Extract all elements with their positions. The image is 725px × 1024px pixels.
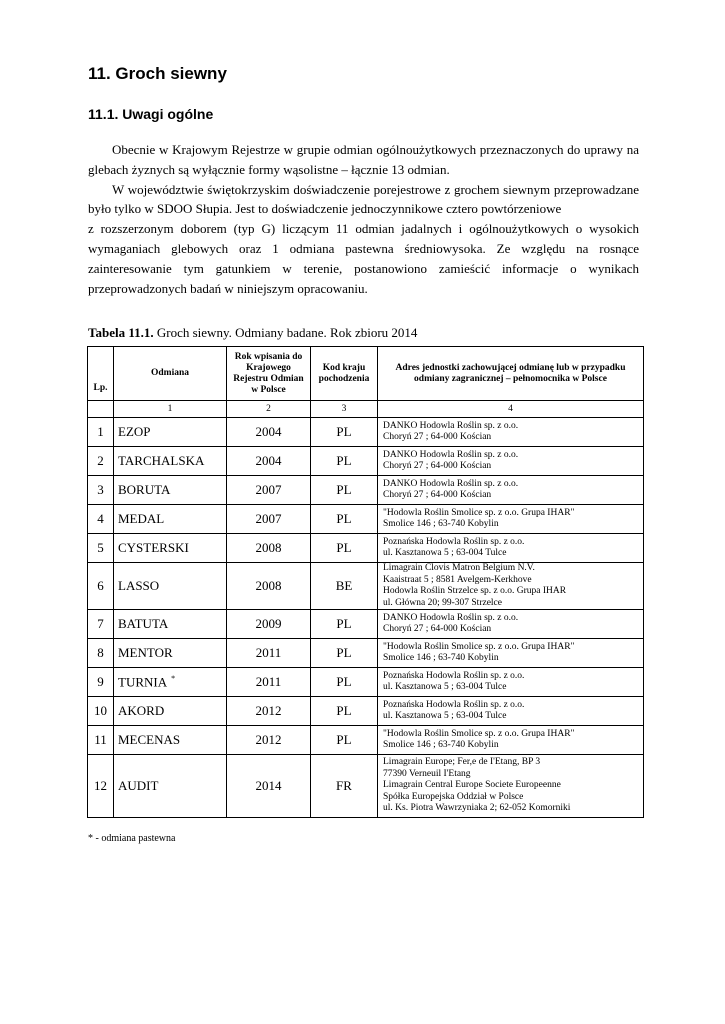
row-variety-name: TURNIA — [118, 674, 168, 690]
row-address-line: ul. Kasztanowa 5 ; 63-004 Tulce — [383, 682, 507, 692]
column-number-row — [88, 401, 644, 418]
row-address — [378, 755, 644, 818]
row-variety-cell — [114, 668, 227, 697]
row-address-line: Smolice 146 ; 63-740 Kobylin — [383, 653, 499, 663]
header-kod: Kod kraju pochodzenia — [311, 347, 378, 401]
subsection-heading: 11.1. Uwagi ogólne — [88, 106, 214, 122]
row-address-line: Limagrain Clovis Matron Belgium N.V. — [383, 563, 535, 573]
row-lp: 9 — [88, 668, 114, 697]
row-variety-name: MEDAL — [118, 511, 165, 526]
row-variety-name: TARCHALSKA — [118, 453, 205, 468]
row-year: 2007 — [227, 505, 311, 534]
row-address-line: Choryń 27 ; 64-000 Kościan — [383, 432, 492, 442]
row-country-code: PL — [311, 534, 378, 563]
table-header-row — [88, 347, 644, 401]
header-rok: Rok wpisania do Krajowego Rejestru Odmian w Polsce — [227, 347, 311, 401]
row-address — [378, 639, 644, 668]
row-address-line: Poznańska Hodowla Roślin sp. z o.o. — [383, 699, 525, 710]
row-address — [378, 726, 644, 755]
row-year: 2011 — [227, 639, 311, 668]
row-variety-name: MECENAS — [118, 732, 181, 747]
row-address-line: ul. Główna 20; 99-307 Strzelce — [383, 597, 502, 608]
paragraph-2: W województwie świętokrzyskim doświadczenie porejestrowe z grochem siewnym przeprowadzane było tylko w SDOO Słupia. Jest to doświadczenie jednoczynnikowe cztero powtórzeniowe — [88, 181, 639, 217]
section-heading: 11. Groch siewny — [88, 64, 227, 83]
row-address-line: DANKO Hodowla Roślin sp. z o.o. — [383, 449, 519, 460]
row-address-line: Kaaistraat 5 ; 8581 Avelgem-Kerkhove — [383, 574, 532, 585]
varieties-table — [87, 346, 644, 818]
row-address-line: Limagrain Central Europe Societe Europeenne — [383, 780, 561, 791]
row-year: 2004 — [227, 418, 311, 447]
column-number-blank — [88, 401, 114, 418]
paragraph-3: z rozszerzonym doborem (typ G) liczącym 11 odmian jadalnych i ogólnoużytkowych o wysokich wymaganiach glebowych oraz 1 odmiana pastewna średniowysoka. Ze względu na rosnące zainteresowanie tym gatunkiem w terenie, postanowiono zamieścić informacje o wynikach przeprowadzonych badań w niniejszym opracowaniu. — [88, 221, 639, 296]
table-row — [88, 534, 644, 563]
table-caption-label: Tabela 11.1. — [88, 325, 154, 340]
row-address-line: ul. Ks. Piotra Wawrzyniaka 2; 62-052 Komorniki — [383, 803, 571, 814]
column-number: 3 — [311, 401, 378, 418]
row-country-code: PL — [311, 668, 378, 697]
row-address — [378, 563, 644, 610]
row-address — [378, 447, 644, 476]
row-address-line: Hodowla Roślin Strzelce sp. z o.o. Grupa IHAR — [383, 586, 567, 596]
row-country-code: FR — [311, 755, 378, 818]
row-country-code: PL — [311, 610, 378, 639]
table-row — [88, 476, 644, 505]
row-country-code: PL — [311, 697, 378, 726]
row-address-line: "Hodowla Roślin Smolice sp. z o.o. Grupa IHAR" — [383, 641, 575, 652]
row-address-line: Choryń 27 ; 64-000 Kościan — [383, 461, 492, 471]
row-variety-cell — [114, 563, 227, 610]
row-variety-name: BORUTA — [118, 482, 171, 497]
row-address-line: Limagrain Europe; Fer,e de I'Etang, BP 3 — [383, 757, 541, 768]
row-address-line: ul. Kasztanowa 5 ; 63-004 Tulce — [383, 548, 507, 558]
row-address — [378, 476, 644, 505]
row-address-line: DANKO Hodowla Roślin sp. z o.o. — [383, 420, 519, 431]
table-row — [88, 418, 644, 447]
row-variety-mark: * — [171, 673, 176, 683]
row-variety-name: AKORD — [118, 703, 165, 718]
header-lp: Lp. — [88, 347, 114, 401]
row-year: 2008 — [227, 534, 311, 563]
row-address-line: Choryń 27 ; 64-000 Kościan — [383, 490, 492, 500]
row-lp: 3 — [88, 476, 114, 505]
row-address — [378, 534, 644, 563]
row-address — [378, 610, 644, 639]
row-year: 2014 — [227, 755, 311, 818]
row-variety-cell — [114, 447, 227, 476]
row-address-line: Smolice 146 ; 63-740 Kobylin — [383, 519, 499, 529]
row-lp: 7 — [88, 610, 114, 639]
row-year: 2008 — [227, 563, 311, 610]
intro-text — [88, 140, 639, 298]
row-address-line: Poznańska Hodowla Roślin sp. z o.o. — [383, 536, 525, 547]
row-variety-cell — [114, 697, 227, 726]
table-row — [88, 447, 644, 476]
row-country-code: PL — [311, 726, 378, 755]
row-country-code: BE — [311, 563, 378, 610]
row-variety-name: MENTOR — [118, 645, 173, 660]
row-variety-cell — [114, 639, 227, 668]
table-body — [88, 418, 644, 818]
row-year: 2009 — [227, 610, 311, 639]
row-variety-cell — [114, 418, 227, 447]
row-address-line: 77390 Verneuil I'Etang — [383, 768, 471, 779]
row-lp: 8 — [88, 639, 114, 668]
footnote: * - odmiana pastewna — [88, 833, 176, 844]
table-caption — [88, 325, 417, 341]
column-number: 4 — [378, 401, 644, 418]
table-row — [88, 610, 644, 639]
row-lp: 4 — [88, 505, 114, 534]
row-year: 2012 — [227, 697, 311, 726]
table-row — [88, 755, 644, 818]
row-address-line: Spółka Europejska Oddział w Polsce — [383, 791, 524, 802]
row-address-line: "Hodowla Roślin Smolice sp. z o.o. Grupa IHAR" — [383, 507, 575, 518]
row-address-line: Choryń 27 ; 64-000 Kościan — [383, 624, 492, 634]
table-row — [88, 668, 644, 697]
row-country-code: PL — [311, 447, 378, 476]
row-lp: 2 — [88, 447, 114, 476]
row-variety-name: BATUTA — [118, 616, 169, 631]
table-caption-text: Groch siewny. Odmiany badane. Rok zbioru 2014 — [153, 325, 418, 340]
row-lp: 6 — [88, 563, 114, 610]
row-year: 2011 — [227, 668, 311, 697]
table-row — [88, 563, 644, 610]
row-lp: 10 — [88, 697, 114, 726]
table-row — [88, 639, 644, 668]
row-variety-name: CYSTERSKI — [118, 540, 189, 555]
row-year: 2004 — [227, 447, 311, 476]
row-address-line: ul. Kasztanowa 5 ; 63-004 Tulce — [383, 711, 507, 721]
column-number: 1 — [114, 401, 227, 418]
row-address-line: Poznańska Hodowla Roślin sp. z o.o. — [383, 670, 525, 681]
row-variety-cell — [114, 534, 227, 563]
row-country-code: PL — [311, 476, 378, 505]
row-lp: 1 — [88, 418, 114, 447]
row-variety-name: LASSO — [118, 578, 160, 593]
table-row — [88, 505, 644, 534]
row-address — [378, 418, 644, 447]
row-variety-name: EZOP — [118, 424, 151, 439]
row-lp: 11 — [88, 726, 114, 755]
paragraph-1: Obecnie w Krajowym Rejestrze w grupie odmian ogólnoużytkowych przeznaczonych do uprawy na glebach żyznych są wyłącznie formy wąsolistne – łącznie 13 odmian. — [88, 142, 639, 177]
row-variety-cell — [114, 610, 227, 639]
column-number: 2 — [227, 401, 311, 418]
row-variety-name: AUDIT — [118, 778, 159, 793]
row-address-line: DANKO Hodowla Roślin sp. z o.o. — [383, 478, 519, 489]
row-variety-cell — [114, 726, 227, 755]
row-address — [378, 505, 644, 534]
row-variety-cell — [114, 755, 227, 818]
row-address — [378, 697, 644, 726]
row-country-code: PL — [311, 639, 378, 668]
table-row — [88, 726, 644, 755]
row-variety-cell — [114, 505, 227, 534]
row-lp: 12 — [88, 755, 114, 818]
row-address-line: Smolice 146 ; 63-740 Kobylin — [383, 740, 499, 750]
row-year: 2012 — [227, 726, 311, 755]
header-adres: Adres jednostki zachowującej odmianę lub w przypadku odmiany zagranicznej – pełnomocnika w Polsce — [378, 347, 644, 401]
row-address — [378, 668, 644, 697]
table-row — [88, 697, 644, 726]
row-variety-cell — [114, 476, 227, 505]
row-address-line: "Hodowla Roślin Smolice sp. z o.o. Grupa IHAR" — [383, 728, 575, 739]
row-year: 2007 — [227, 476, 311, 505]
header-odmiana: Odmiana — [114, 347, 227, 401]
row-lp: 5 — [88, 534, 114, 563]
row-address-line: DANKO Hodowla Roślin sp. z o.o. — [383, 612, 519, 623]
row-country-code: PL — [311, 505, 378, 534]
row-country-code: PL — [311, 418, 378, 447]
